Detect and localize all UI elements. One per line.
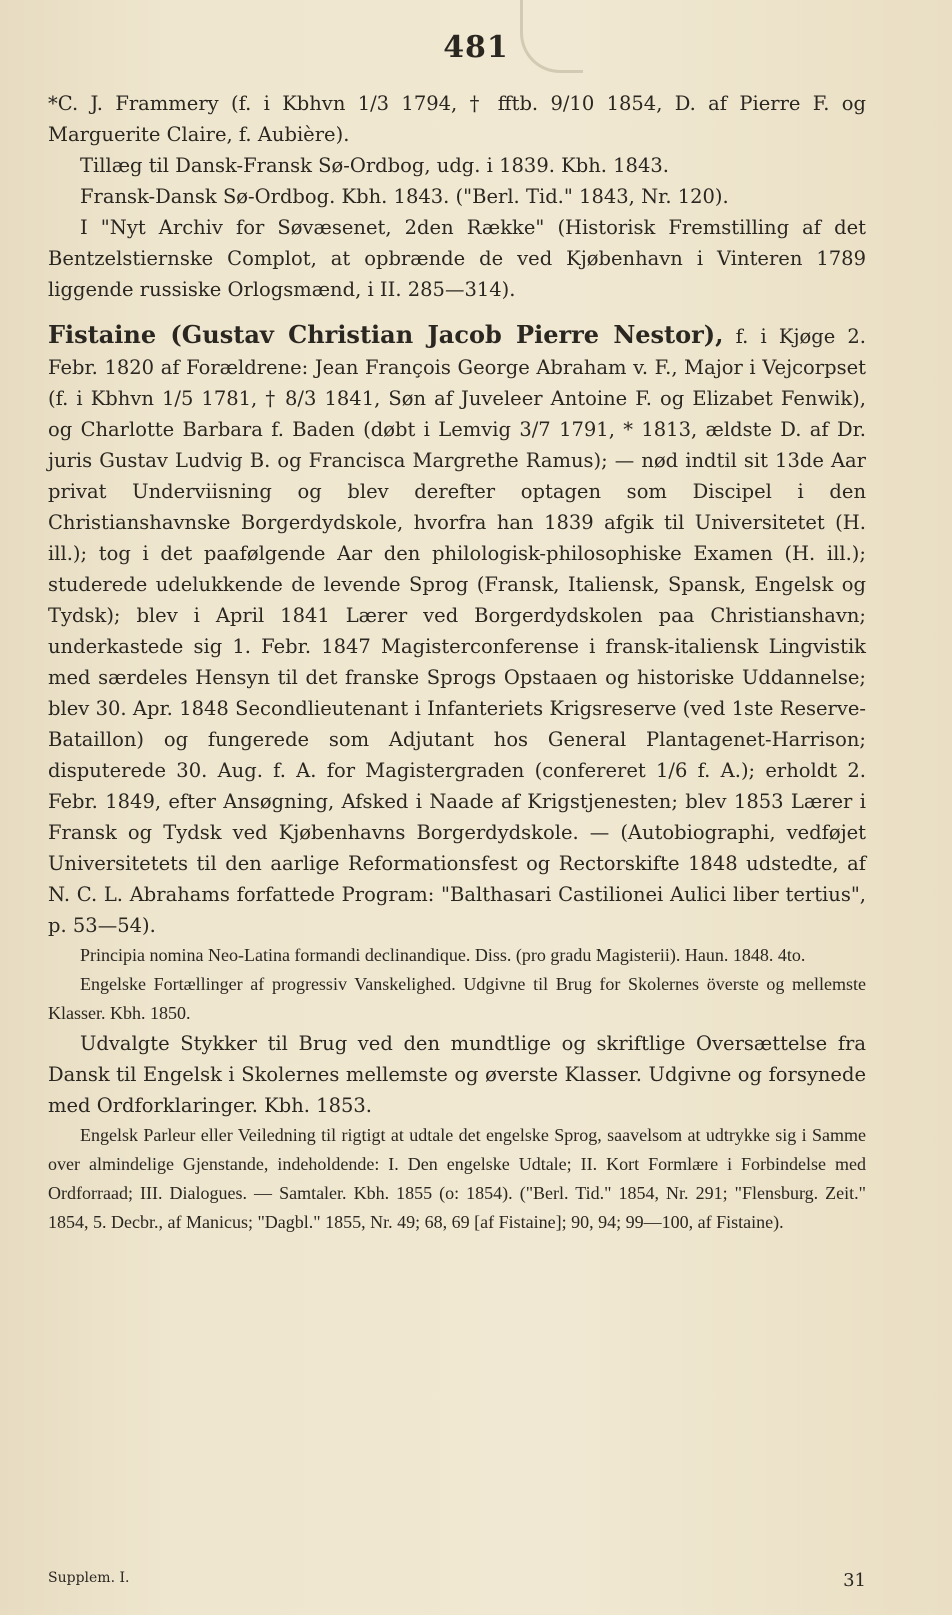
- frammery-work-3: I "Nyt Archiv for Søvæsenet, 2den Række" (Historisk Fremstilling af det Bentzelstiernske Complot, at opbrænde de ved Kjøbenhavn i Vinteren 1789 liggende russiske Orlogsmænd, i II. 285—314).: [48, 216, 866, 301]
- page-footer: [48, 1570, 866, 1591]
- page-body: [48, 88, 866, 1237]
- entry-fistaine: [48, 319, 866, 1237]
- frammery-header: *C. J. Frammery (f. i Kbhvn 1/3 1794, † fftb. 9/10 1854, D. af Pierre F. og Marguerite Claire, f. Aubière).: [48, 92, 866, 146]
- signature-mark: Supplem. I.: [48, 1570, 130, 1586]
- fistaine-biography: [48, 319, 866, 941]
- entry-frammery: [48, 88, 866, 305]
- fistaine-bio-text: f. i Kjøge 2. Febr. 1820 af Forældrene: Jean François George Abraham v. F., Major i Vejcorpset (f. i Kbhvn 1/5 1781, † 8/3 1841, Søn af Juveleer Antoine F. og Elizabet Fenwik), og Charlotte Barbara f. Baden (døbt i Lemvig 3/7 1791, * 1813, ældste D. af Dr. juris Gustav Ludvig B. og Francisca Margrethe Ramus); — nød indtil sit 13de Aar privat Underviisning og blev derefter optagen som Discipel i den Christianshavnske Borgerdydskole, hvorfra han 1839 afgik til Universitetet (H. ill.); tog i det paafølgende Aar den philologisk-philosophiske Examen (H. ill.); studerede udelukkende de levende Sprog (Fransk, Italiensk, Spansk, Engelsk og Tydsk); blev i April 1841 Lærer ved Borgerdydskolen paa Christianshavn; underkastede sig 1. Febr. 1847 Magisterconferense i fransk-italiensk Lingvistik med særdeles Hensyn til det franske Sprogs Opstaaen og historiske Uddannelse; blev 30. Apr. 1848 Secondlieutenant i Infanteriets Krigsreserve (ved 1ste Reserve-Bataillon) og fungerede som Adjutant hos General Plantagenet-Harrison; disputerede 30. Aug. f. A. for Magistergraden (confereret 1/6 f. A.); erholdt 2. Febr. 1849, efter Ansøgning, Afsked i Naade af Krigstjenesten; blev 1853 Lærer i Fransk og Tydsk ved Kjøbenhavns Borgerdydskole. — (Autobiographi, vedføjet Universitetets til den aarlige Reformationsfest og Rectorskifte 1848 udstedte, af N. C. L. Abrahams forfattede Program: "Balthasari Castilionei Aulici liber tertius", p. 53—54).: [48, 325, 867, 937]
- fistaine-work-3: Udvalgte Stykker til Brug ved den mundtlige og skriftlige Oversættelse fra Dansk til Engelsk i Skolernes mellemste og øverste Klasser. Udgivne og forsynede med Ordforklaringer. Kbh. 1853.: [48, 1032, 866, 1117]
- frammery-work-2: Fransk-Dansk Sø-Ordbog. Kbh. 1843. ("Berl. Tid." 1843, Nr. 120).: [80, 185, 729, 208]
- page-number: 481: [443, 30, 509, 65]
- fistaine-work-2: Engelske Fortællinger af progressiv Vanskelighed. Udgivne til Brug for Skolernes överste og mellemste Klasser. Kbh. 1850.: [48, 974, 866, 1023]
- fistaine-work-4: Engelsk Parleur eller Veiledning til rigtigt at udtale det engelske Sprog, saavelsom at udtrykke sig i Samme over almindelige Gjenstande, indeholdende: I. Den engelske Udtale; II. Kort Formlære i Forbindelse med Ordforraad; III. Dialogues. — Samtaler. Kbh. 1855 (o: 1854). ("Berl. Tid." 1854, Nr. 291; "Flensburg. Zeit." 1854, 5. Decbr., af Manicus; "Dagbl." 1855, Nr. 49; 68, 69 [af Fistaine]; 90, 94; 99—100, af Fistaine).: [48, 1125, 866, 1232]
- fistaine-work-1: Principia nomina Neo-Latina formandi declinandique. Diss. (pro gradu Magisterii). Haun. 1848. 4to.: [80, 945, 806, 965]
- fistaine-heading: Fistaine (Gustav Christian Jacob Pierre Nestor),: [48, 320, 724, 349]
- sheet-number: 31: [843, 1570, 866, 1591]
- frammery-work-1: Tillæg til Dansk-Fransk Sø-Ordbog, udg. i 1839. Kbh. 1843.: [80, 154, 669, 177]
